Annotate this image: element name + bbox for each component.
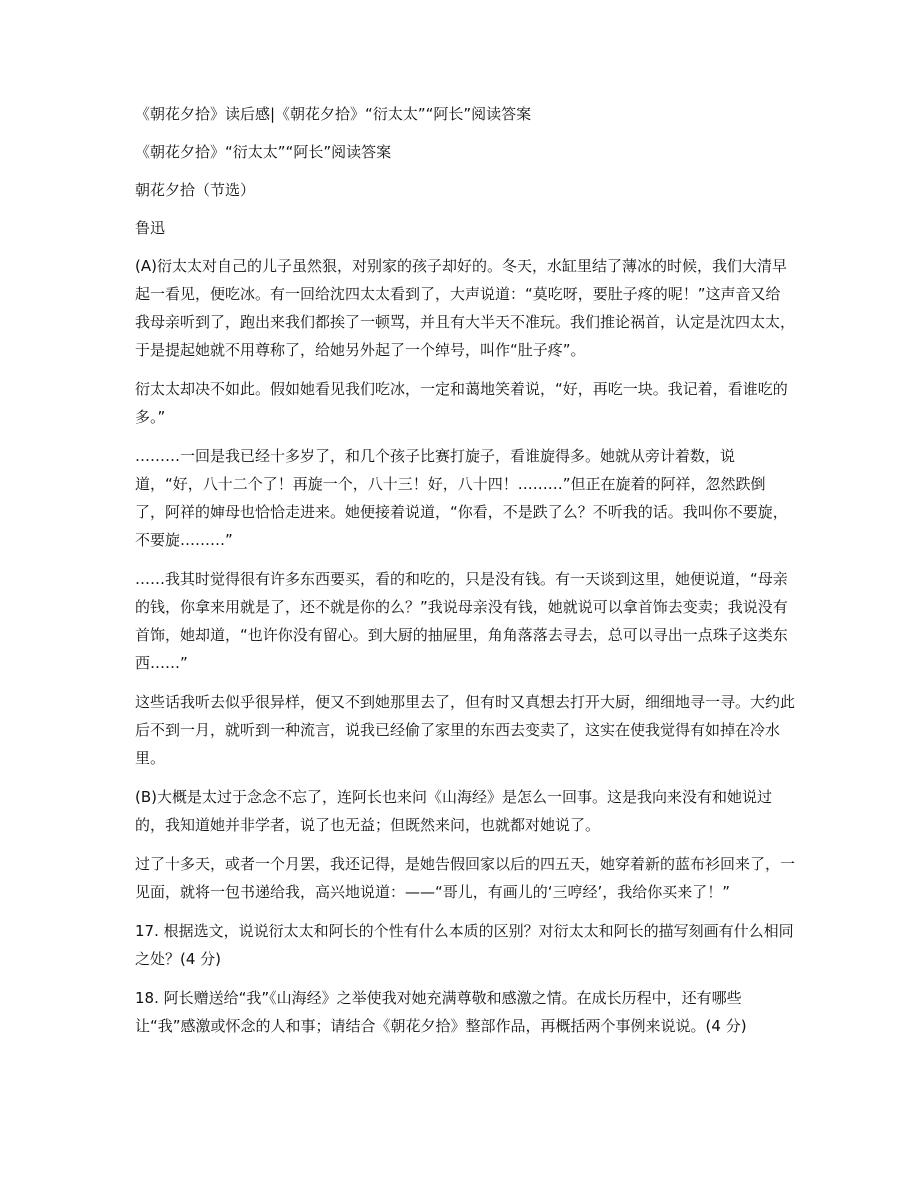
document-heading: 《朝花夕拾》读后感|《朝花夕拾》“衍太太”“阿长”阅读答案 (135, 105, 532, 123)
source-title: 朝花夕拾（节选） (135, 181, 256, 199)
document-page (135, 100, 795, 1051)
question-18: 18. 阿长赠送给“我”《山海经》之举使我对她充满尊敬和感激之情。在成长历程中，还有哪些让“我”感激或怀念的人和事；请结合《朝花夕拾》整部作品，再概括两个事例来说说。(4 分) (135, 989, 747, 1035)
paragraph-b-intro: (B)大概是太过于念念不忘了，连阿长也来问《山海经》是怎么一回事。这是我向来没有和她说过的，我知道她并非学者，说了也无益；但既然来问，也就都对她说了。 (135, 788, 772, 834)
paragraph-a-intro: (A)衍太太对自己的儿子虽然狠，对别家的孩子却好的。冬天，水缸里结了薄冰的时候，我们大清早起一看见，便吃冰。有一回给沈四太太看到了，大声说道：“莫吃呀，要肚子疼的呢！”这声音又给我母亲听到了，跑出来我们都挨了一顿骂，并且有大半天不准玩。我们推论祸首，认定是沈四太太，于是提起她就不用尊称了，给她另外起了一个绰号，叫作“肚子疼”。 (135, 257, 796, 359)
author-name: 鲁迅 (135, 219, 166, 237)
paragraph-rumor: 这些话我听去似乎很异样，便又不到她那里去了，但有时又真想去打开大厨，细细地寻一寻。大约此后不到一月，就听到一种流言，说我已经偷了家里的东西去变卖了，这实在使我觉得有如掉在冷水里。 (135, 693, 796, 767)
document-subheading: 《朝花夕拾》“衍太太”“阿长”阅读答案 (135, 143, 392, 161)
paragraph-money: ……我其时觉得很有许多东西要买，看的和吃的，只是没有钱。有一天谈到这里，她便说道，“母亲的钱，你拿来用就是了，还不就是你的么？”我说母亲没有钱，她就说可以拿首饰去变卖；我说没有首饰，她却道，“也许你没有留心。到大厨的抽屉里，角角落落去寻去，总可以寻出一点珠子这类东西……” (135, 570, 788, 672)
question-17: 17. 根据选文，说说衍太太和阿长的个性有什么本质的区别？对衍太太和阿长的描写刻画有什么相同之处？(4 分) (135, 922, 794, 968)
paragraph-ice: 衍太太却决不如此。假如她看见我们吃冰，一定和蔼地笑着说，“好，再吃一块。我记着，看谁吃的多。” (135, 380, 788, 426)
paragraph-book-gift: 过了十多天，或者一个月罢，我还记得，是她告假回家以后的四五天，她穿着新的蓝布衫回来了，一见面，就将一包书递给我，高兴地说道：——“哥儿，有画儿的‘三哼经’，我给你买来了！” (135, 855, 796, 901)
paragraph-spinning: ………一回是我已经十多岁了，和几个孩子比赛打旋子，看谁旋得多。她就从旁计着数，说道，“好，八十二个了！再旋一个，八十三！好，八十四！………”但正在旋着的阿祥，忽然跌倒了，阿祥的婶母也恰恰走进来。她便接着说道，“你看，不是跌了么？不听我的话。我叫你不要旋，不要旋………” (135, 447, 788, 549)
